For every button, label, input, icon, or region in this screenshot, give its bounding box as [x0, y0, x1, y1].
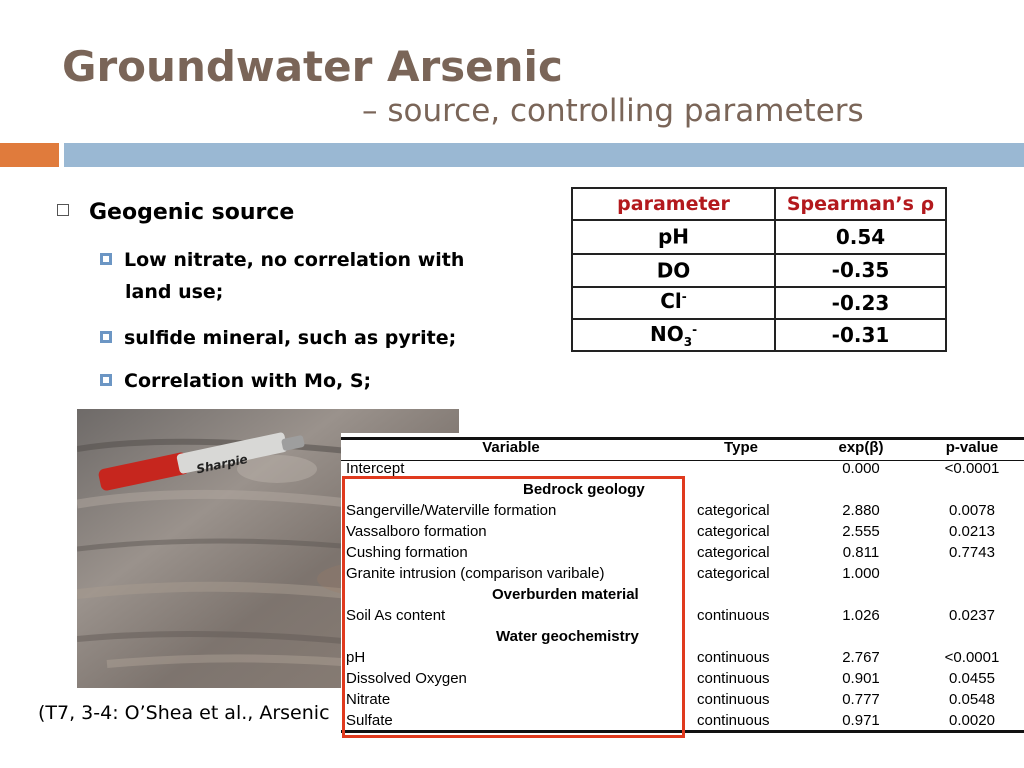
- row-type: categorical: [697, 544, 770, 561]
- row-variable: Soil As content: [346, 607, 446, 624]
- row-exp: 2.767: [842, 649, 880, 666]
- row-type: categorical: [697, 523, 770, 540]
- row-variable: Nitrate: [346, 691, 391, 708]
- square-bullet-icon: [100, 374, 112, 386]
- section-heading: Overburden material: [492, 586, 639, 603]
- row-variable: Dissolved Oxygen: [346, 670, 467, 687]
- table-row: [572, 220, 946, 254]
- row-type: continuous: [697, 691, 770, 708]
- row-type: continuous: [697, 670, 770, 687]
- value-cell: -0.31: [775, 319, 946, 351]
- value-cell: -0.35: [775, 254, 946, 288]
- bullet-main: [57, 200, 294, 225]
- table-header-row: [572, 188, 946, 220]
- row-p: 0.0020: [949, 712, 995, 729]
- row-p: 0.7743: [949, 544, 995, 561]
- sub-bullet: [100, 249, 464, 303]
- row-variable: Granite intrusion (comparison varibale): [346, 565, 605, 582]
- row-p: 0.0455: [949, 670, 995, 687]
- parameter-cell: DO: [572, 254, 775, 288]
- row-variable: Intercept: [346, 460, 405, 477]
- sub-bullet-text: sulfide mineral, such as pyrite;: [124, 327, 457, 349]
- row-variable: Sangerville/Waterville formation: [346, 502, 557, 519]
- accent-bar-orange: [0, 143, 59, 167]
- square-bullet-icon: [100, 253, 112, 265]
- sub-bullet-text: Correlation with Mo, S;: [124, 370, 372, 392]
- highlight-box: [342, 476, 685, 738]
- table-rule-header: [341, 460, 1024, 461]
- row-exp: 0.811: [842, 544, 880, 561]
- table-row: [572, 254, 946, 288]
- row-exp: 0.971: [842, 712, 880, 729]
- table-row: [572, 319, 946, 351]
- header-exp-beta: exp(β): [838, 439, 884, 456]
- header-variable: Variable: [482, 439, 540, 456]
- row-exp: 1.000: [842, 565, 880, 582]
- section-heading: Bedrock geology: [523, 481, 645, 498]
- spearman-table: [571, 187, 947, 352]
- row-variable: pH: [346, 649, 366, 666]
- value-cell: 0.54: [775, 220, 946, 254]
- sub-bullet-text-continued: land use;: [125, 281, 224, 303]
- row-type: continuous: [697, 712, 770, 729]
- bullet-main-text: Geogenic source: [89, 200, 295, 225]
- table-row: [572, 287, 946, 319]
- row-type: continuous: [697, 607, 770, 624]
- row-p: <0.0001: [944, 460, 1000, 477]
- slide-title: Groundwater Arsenic: [62, 42, 563, 91]
- row-exp: 0.901: [842, 670, 880, 687]
- row-p: 0.0237: [949, 607, 995, 624]
- hollow-square-bullet-icon: [57, 204, 69, 216]
- row-p: <0.0001: [944, 649, 1000, 666]
- parameter-cell: pH: [572, 220, 775, 254]
- row-exp: 1.026: [842, 607, 880, 624]
- value-cell: -0.23: [775, 287, 946, 319]
- parameter-cell: $NO_3^-$: [572, 319, 775, 351]
- row-exp: 0.777: [842, 691, 880, 708]
- slide-subtitle: – source, controlling parameters: [362, 93, 864, 129]
- parameter-cell: Cl-: [572, 287, 775, 319]
- row-variable: Vassalboro formation: [346, 523, 487, 540]
- citation-caption: (T7, 3-4: O’Shea et al., Arsenic: [38, 702, 330, 724]
- sub-bullet: [100, 327, 456, 349]
- svg-text:Sharpie: Sharpie: [195, 451, 249, 477]
- row-type: continuous: [697, 649, 770, 666]
- row-exp: 0.000: [842, 460, 880, 477]
- row-p: 0.0078: [949, 502, 995, 519]
- row-exp: 2.555: [842, 523, 880, 540]
- header-type: Type: [724, 439, 758, 456]
- row-p: 0.0213: [949, 523, 995, 540]
- sub-bullet: [100, 370, 371, 392]
- row-p: 0.0548: [949, 691, 995, 708]
- header-p-value: p-value: [945, 439, 999, 456]
- row-variable: Sulfate: [346, 712, 393, 729]
- row-type: categorical: [697, 502, 770, 519]
- header-spearman: Spearman’s ρ: [775, 188, 946, 220]
- header-parameter: parameter: [572, 188, 775, 220]
- row-type: categorical: [697, 565, 770, 582]
- sub-bullet-text: Low nitrate, no correlation with: [124, 249, 465, 271]
- accent-bar-blue: [64, 143, 1024, 167]
- row-variable: Cushing formation: [346, 544, 468, 561]
- section-heading: Water geochemistry: [496, 628, 639, 645]
- square-bullet-icon: [100, 331, 112, 343]
- row-exp: 2.880: [842, 502, 880, 519]
